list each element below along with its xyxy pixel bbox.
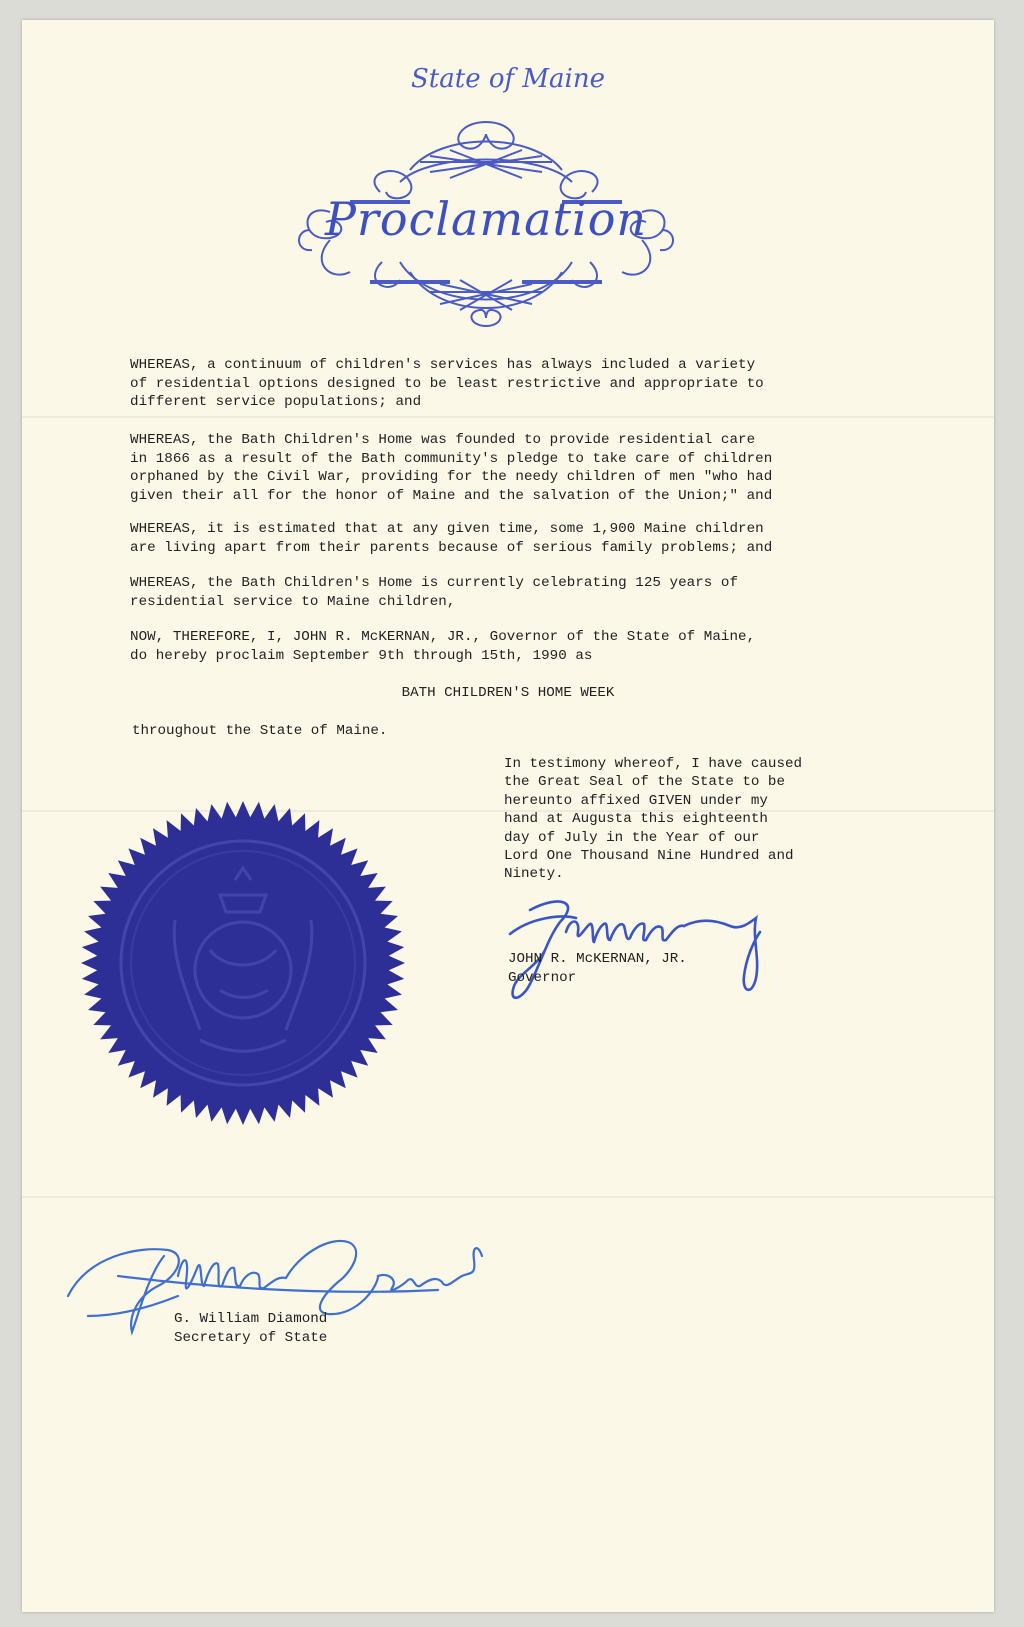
whereas-paragraph-1 [130, 356, 860, 412]
testimony-block: In testimony whereof, I have caused the Great Seal of the State to be hereunto affixed GIVEN under my hand at Augusta this eighteenth day of July in the Year of our Lord One Thousand Nine Hundred and Ninety. [504, 756, 802, 883]
state-seal-icon [80, 800, 406, 1126]
margin-mark [958, 80, 980, 380]
governor-signature-icon [490, 888, 790, 1008]
paragraph-text: WHEREAS, it is estimated that at any given time, some 1,900 Maine children are living apart from their parents because of serious family problems; and [130, 521, 773, 556]
paper-fold [22, 416, 994, 418]
paragraph-text: WHEREAS, the Bath Children's Home was founded to provide residential care in 1866 as a result of the Bath community's pledge to take care of children orphaned by the Civil War, providing for the needy children of men "who had given their all for the honor of Maine and the salvation of the Union;" and [130, 432, 773, 504]
paragraph-text: NOW, THEREFORE, I, JOHN R. McKERNAN, JR., Governor of the State of Maine, do hereby proclaim September 9th through 15th, 1990 as [130, 629, 756, 664]
whereas-paragraph-3 [130, 520, 860, 557]
governor-title: Governor [508, 969, 577, 986]
secretary-block [174, 1310, 327, 1347]
secretary-title: Secretary of State [174, 1329, 328, 1346]
secretary-name: G. William Diamond [174, 1311, 328, 1327]
proclamation-document [22, 20, 994, 1612]
closing-line: throughout the State of Maine. [132, 723, 388, 739]
whereas-paragraph-4 [130, 574, 860, 611]
whereas-paragraph-2 [130, 431, 860, 505]
therefore-paragraph [130, 628, 860, 665]
state-title: State of Maine [411, 64, 605, 94]
proclamation-heading: BATH CHILDREN'S HOME WEEK [401, 685, 615, 701]
governor-name: JOHN R. McKERNAN, JR. [508, 951, 687, 967]
governor-block [508, 950, 687, 987]
proclamation-title: Proclamation [324, 192, 648, 246]
paragraph-text: WHEREAS, a continuum of children's services has always included a variety of residential options designed to be least restrictive and appropriate to different service populations; and [130, 357, 764, 410]
paragraph-text: WHEREAS, the Bath Children's Home is currently celebrating 125 years of residential service to Maine children, [130, 575, 739, 610]
paper-fold [22, 1196, 994, 1198]
